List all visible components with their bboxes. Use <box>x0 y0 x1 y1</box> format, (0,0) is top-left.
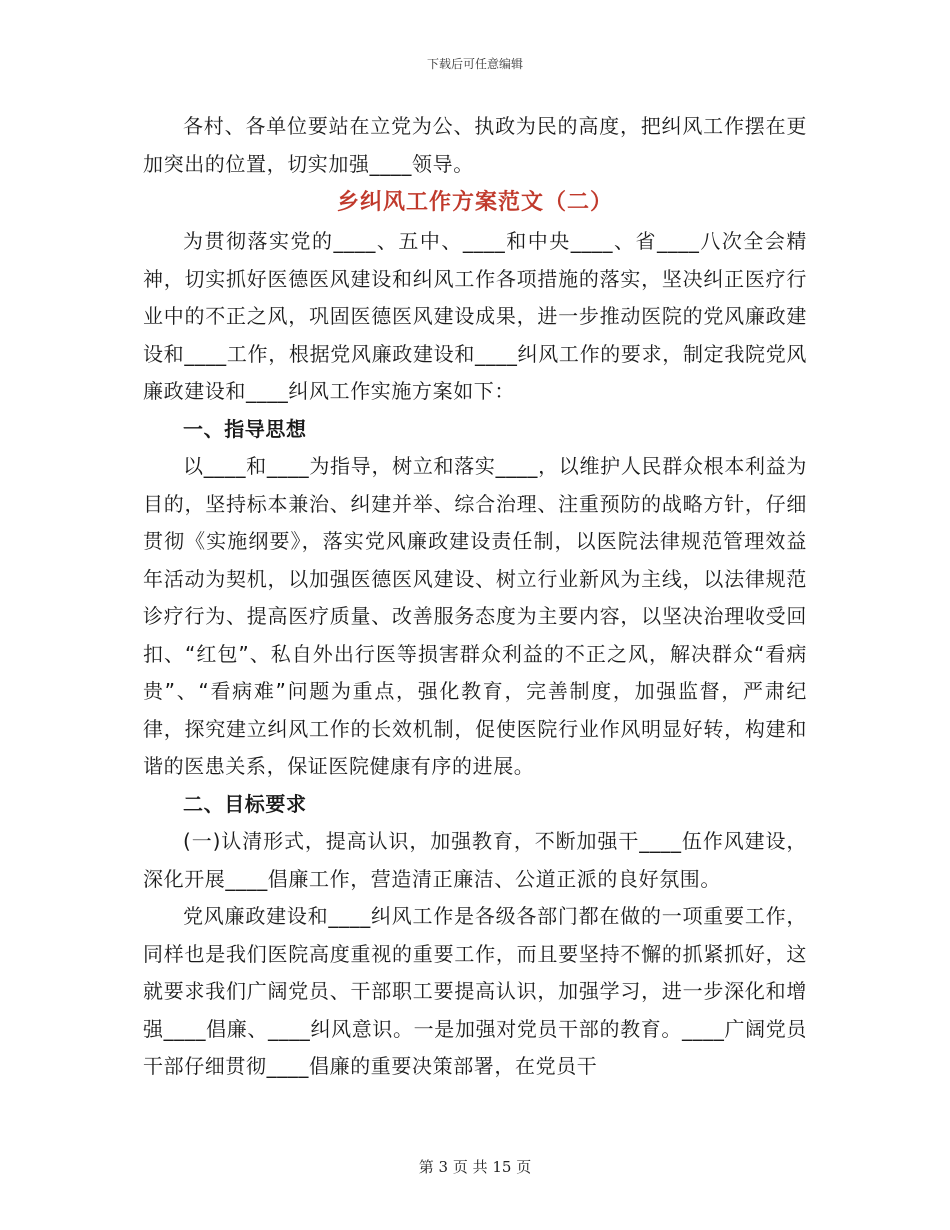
document-body <box>143 108 807 1086</box>
goals-paragraph: 党风廉政建设和____纠风工作是各级各部门都在做的一项重要工作，同样也是我们医院高度重视的重要工作，而且要坚持不懈的抓紧抓好，这就要求我们广阔党员、干部职工要提高认识，加强学习，进一步深化和增强____倡廉、____纠风意识。一是加强对党员干部的教育。____广阔党员干部仔细贯彻____倡廉的重要决策部署，在党员干 <box>143 904 807 1078</box>
intro-paragraph: 各村、各单位要站在立党为公、执政为民的高度，把纠风工作摆在更加突出的位置，切实加强____领导。 <box>143 114 807 176</box>
opening-paragraph: 为贯彻落实党的____、五中、____和中央____、省____八次全会精神，切实抓好医德医风建设和纠风工作各项措施的落实，坚决纠正医疗行业中的不正之风，巩固医德医风建设成果，进一步推动医院的党风廉政建设和____工作，根据党风廉政建设和____纠风工作的要求，制定我院党风廉政建设和____纠风工作实施方案如下： <box>143 229 807 403</box>
header-note: 下载后可任意编辑 <box>426 57 523 71</box>
page-number: 第 3 页 共 15 页 <box>418 1158 532 1176</box>
document-title: 乡纠风工作方案范文（二） <box>336 190 613 215</box>
guiding-ideology-paragraph: 以____和____为指导，树立和落实____，以维护人民群众根本利益为目的，坚持标本兼治、纠建并举、综合治理、注重预防的战略方针，仔细贯彻《实施纲要》，落实党风廉政建设责任制，以医院法律规范管理效益年活动为契机，以加强医德医风建设、树立行业新风为主线，以法律规范诊疗行为、提高医疗质量、改善服务态度为主要内容，以坚决治理收受回扣、“红包”、私自外出行医等损害群众利益的不正之风，解决群众“看病贵”、“看病难”问题为重点，强化教育，完善制度，加强监督，严肃纪律，探究建立纠风工作的长效机制，促使医院行业作风明显好转，构建和谐的医患关系，保证医院健康有序的进展。 <box>143 454 807 778</box>
section-heading-goals: 二、目标要求 <box>183 791 307 816</box>
section-heading-guiding-ideology: 一、指导思想 <box>183 416 307 441</box>
goals-item-1: (一)认清形式，提高认识，加强教育，不断加强干____伍作风建设，深化开展____倡廉工作，营造清正廉洁、公道正派的良好氛围。 <box>143 829 807 891</box>
